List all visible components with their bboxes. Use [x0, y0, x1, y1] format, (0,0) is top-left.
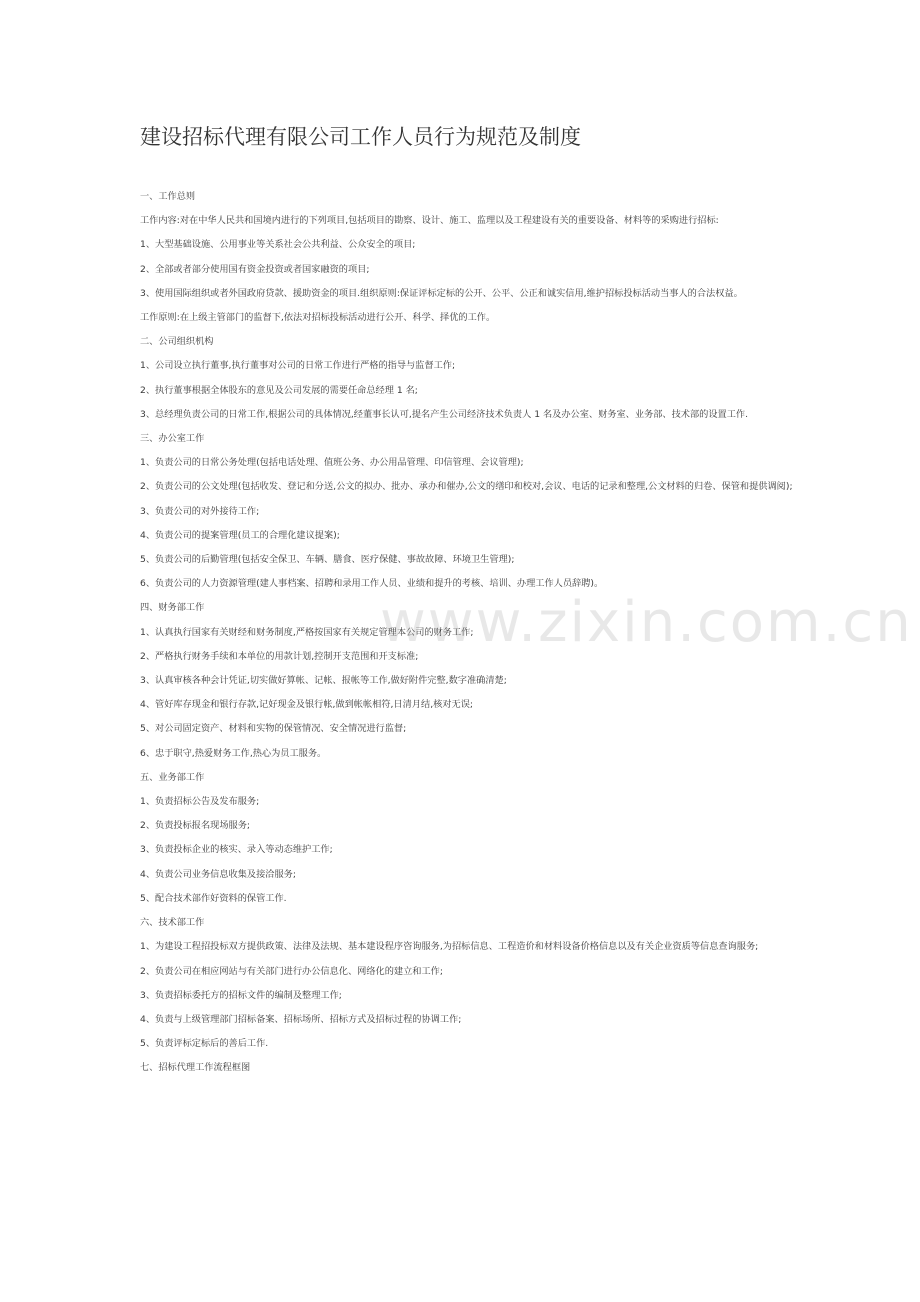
paragraph: 5、配合技术部作好资料的保管工作.: [140, 892, 287, 904]
paragraph: 2、执行董事根据全体股东的意见及公司发展的需要任命总经理 1 名;: [140, 384, 418, 396]
paragraph: 3、负责招标委托方的招标文件的编制及整理工作;: [140, 989, 342, 1001]
section-heading: 五、业务部工作: [140, 771, 205, 783]
paragraph: 6、负责公司的人力资源管理(建人事档案、招聘和录用工作人员、业绩和提升的考核、培训、办理工作人员辞聘)。: [140, 578, 604, 590]
paragraph: 1、认真执行国家有关财经和财务制度,严格按国家有关规定管理本公司的财务工作;: [140, 626, 474, 638]
paragraph: 1、为建设工程招投标双方提供政策、法律及法规、基本建设程序咨询服务,为招标信息、工程造价和材料设备价格信息以及有关企业资质等信息查询服务;: [140, 941, 759, 953]
paragraph: 3、负责公司的对外接待工作;: [140, 505, 260, 517]
paragraph: 2、严格执行财务手续和本单位的用款计划,控制开支范围和开支标准;: [140, 650, 419, 662]
section-heading: 四、财务部工作: [140, 602, 205, 614]
paragraph: 3、认真审核各种会计凭证,切实做好算帐、记帐、报帐等工作,做好附件完整,数字准确清楚;: [140, 675, 507, 687]
paragraph: 1、大型基础设施、公用事业等关系社会公共利益、公众安全的项目;: [140, 239, 416, 251]
paragraph: 4、负责公司的提案管理(员工的合理化建议提案);: [140, 529, 340, 541]
section-heading: 二、公司组织机构: [140, 336, 214, 348]
paragraph: 3、总经理负责公司的日常工作,根据公司的具体情况,经董事长认可,提名产生公司经济技术负责人 1 名及办公室、财务室、业务部、技术部的设置工作.: [140, 408, 749, 420]
paragraph: 4、管好库存现金和银行存款,记好现金及银行帐,做到帐帐相符,日清月结,核对无误;: [140, 699, 473, 711]
section-heading: 六、技术部工作: [140, 917, 205, 929]
paragraph: 2、负责投标报名现场服务;: [140, 820, 251, 832]
paragraph: 工作原则:在上级主管部门的监督下,依法对招标投标活动进行公开、科学、择优的工作。: [140, 312, 496, 324]
paragraph: 1、公司设立执行董事,执行董事对公司的日常工作进行严格的指导与监督工作;: [140, 360, 456, 372]
paragraph: 4、负责与上级管理部门招标备案、招标场所、招标方式及招标过程的协调工作;: [140, 1013, 462, 1025]
paragraph: 5、对公司固定资产、材料和实物的保管情况、安全情况进行监督;: [140, 723, 407, 735]
paragraph: 5、负责公司的后勤管理(包括安全保卫、车辆、膳食、医疗保健、事故故障、环境卫生管理);: [140, 554, 515, 566]
paragraph: 工作内容:对在中华人民共和国境内进行的下列项目,包括项目的勘察、设计、施工、监理以及工程建设有关的重要设备、材料等的采购进行招标:: [140, 215, 719, 227]
paragraph: 1、负责招标公告及发布服务;: [140, 796, 260, 808]
paragraph: 3、使用国际组织或者外国政府贷款、援助资金的项目.组织原则:保证评标定标的公开、公平、公正和诚实信用,维护招标投标活动当事人的合法权益。: [140, 287, 743, 299]
paragraph: 3、负责投标企业的核实、录入等动态维护工作;: [140, 844, 333, 856]
section-heading: 一、工作总则: [140, 191, 196, 202]
paragraph: 2、全部或者部分使用国有资金投资或者国家融资的项目;: [140, 263, 370, 275]
paragraph: 2、负责公司的公文处理(包括收发、登记和分送,公文的拟办、批办、承办和催办,公文的缮印和校对,会议、电话的记录和整理,公文材料的归卷、保管和提供调阅);: [140, 481, 793, 493]
paragraph: 6、忠于职守,热爱财务工作,热心为员工服务。: [140, 747, 327, 759]
paragraph: 2、负责公司在相应网站与有关部门进行办公信息化、网络化的建立和工作;: [140, 965, 443, 977]
paragraph: 5、负责评标定标后的善后工作.: [140, 1038, 269, 1050]
section-heading: 三、办公室工作: [140, 433, 205, 445]
watermark: www.zixin.com.cn: [380, 590, 913, 655]
document-body: [140, 185, 795, 1081]
section-heading: 七、招标代理工作流程框图: [140, 1062, 251, 1074]
paragraph: 4、负责公司业务信息收集及接洽服务;: [140, 868, 296, 880]
paragraph: 1、负责公司的日常公务处理(包括电话处理、值班公务、办公用品管理、印信管理、会议管理);: [140, 457, 524, 469]
document-title: 建设招标代理有限公司工作人员行为规范及制度: [140, 125, 581, 149]
